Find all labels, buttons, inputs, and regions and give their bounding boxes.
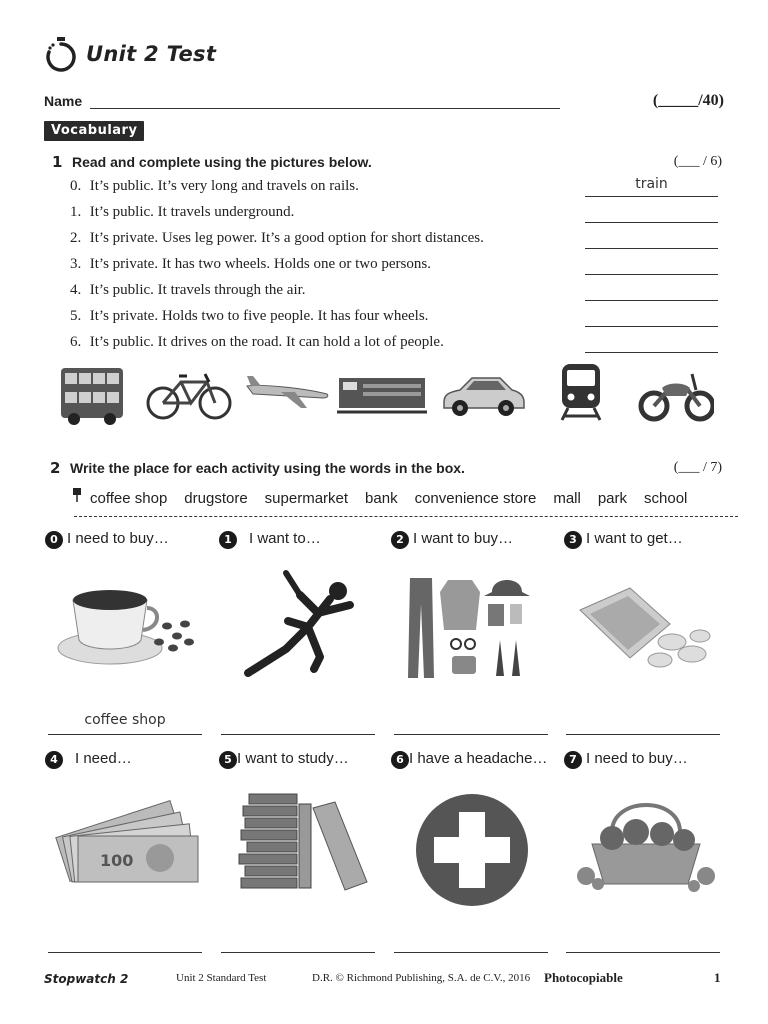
word-option: drugstore xyxy=(184,490,248,507)
q1-answer-3[interactable] xyxy=(585,254,718,275)
q1-item: 6. It’s public. It drives on the road. It can hold a lot of people. xyxy=(70,334,444,350)
q2-item-1: 1 I want to… xyxy=(219,530,321,549)
q2-item-0: 0 I need to buy… xyxy=(45,530,169,549)
q1-item: 1. It’s public. It travels underground. xyxy=(70,204,295,220)
bus-icon xyxy=(58,364,126,426)
money-icon xyxy=(50,788,205,898)
name-label: Name xyxy=(44,93,83,109)
q2-number: 2 xyxy=(50,459,61,477)
q2-answer-6[interactable] xyxy=(394,930,548,953)
runner-icon xyxy=(240,565,370,695)
car-icon xyxy=(440,368,526,420)
q2-item-6: 6 I have a headache… xyxy=(391,750,547,769)
stopwatch-icon xyxy=(44,36,78,72)
q1-instruction: Read and complete using the pictures below. xyxy=(72,154,372,170)
airplane-icon xyxy=(243,372,333,412)
q1-item: 5. It’s private. Holds two to five people. It has four wheels. xyxy=(70,308,429,324)
q2-item-2: 2 I want to buy… xyxy=(391,530,513,549)
word-option: bank xyxy=(365,490,398,507)
q1-answer-2[interactable] xyxy=(585,228,718,249)
page-title: Unit 2 Test xyxy=(86,42,217,66)
footer-copyright: D.R. © Richmond Publishing, S.A. de C.V., 2016 xyxy=(312,972,531,984)
train-icon xyxy=(337,372,427,416)
bicycle-icon xyxy=(145,368,233,422)
q1-answer-4[interactable] xyxy=(585,280,718,301)
footer-test-name: Unit 2 Standard Test xyxy=(176,972,267,984)
word-option: park xyxy=(597,490,628,507)
word-option: school xyxy=(644,490,688,507)
word-option: coffee shop xyxy=(90,490,168,507)
q1-item: 4. It’s public. It travels through the air. xyxy=(70,282,306,298)
footer-page-number: 1 xyxy=(714,970,721,985)
word-box xyxy=(74,490,738,517)
clothes-icon xyxy=(404,574,538,682)
q2-instruction: Write the place for each activity using the words in the box. xyxy=(70,460,465,476)
total-score: (_____/40) xyxy=(652,92,724,109)
chips-bag-icon xyxy=(570,580,720,680)
svg-text:100: 100 xyxy=(100,851,134,870)
q1-heading xyxy=(52,153,372,171)
subway-icon xyxy=(558,362,604,424)
fruit-basket-icon xyxy=(572,792,720,892)
word-option: convenience store xyxy=(414,490,537,507)
q2-item-3: 3 I want to get… xyxy=(564,530,683,549)
footer-photocopiable: Photocopiable xyxy=(544,970,623,985)
q2-answer-5[interactable] xyxy=(221,930,375,953)
q1-number: 1 xyxy=(52,153,63,171)
q2-answer-3[interactable] xyxy=(566,712,720,735)
name-row xyxy=(44,92,724,114)
q2-score: (___ / 7) xyxy=(673,460,722,475)
q1-item: 2. It’s private. Uses leg power. It’s a good option for short distances. xyxy=(70,230,484,246)
q1-item: 3. It’s private. It has two wheels. Holds one or two persons. xyxy=(70,256,431,272)
coffee-cup-icon xyxy=(55,578,200,670)
books-icon xyxy=(235,790,370,895)
word-option: supermarket xyxy=(264,490,349,507)
q2-item-7: 7 I need to buy… xyxy=(564,750,688,769)
q2-answer-1[interactable] xyxy=(221,712,375,735)
q1-score: (___ / 6) xyxy=(673,154,722,169)
q1-answer-5[interactable] xyxy=(585,306,718,327)
name-field[interactable] xyxy=(90,108,560,109)
q2-item-5: 5 I want to study… xyxy=(219,750,349,769)
word-option: mall xyxy=(553,490,581,507)
q1-item: 0. It’s public. It’s very long and travels on rails. xyxy=(70,178,359,194)
q2-answer-4[interactable] xyxy=(48,930,202,953)
q1-answer-0[interactable]: train xyxy=(585,176,718,197)
q1-answer-6[interactable] xyxy=(585,332,718,353)
title-block xyxy=(44,36,216,72)
q2-answer-2[interactable] xyxy=(394,712,548,735)
q2-heading xyxy=(50,459,465,477)
section-label: Vocabulary xyxy=(44,121,144,141)
q2-item-4: 4 I need… xyxy=(45,750,132,769)
q2-answer-7[interactable] xyxy=(566,930,720,953)
footer-brand: Stopwatch 2 xyxy=(44,972,129,986)
q2-answer-0[interactable]: coffee shop xyxy=(48,712,202,735)
medical-cross-icon xyxy=(414,792,530,908)
q1-answer-1[interactable] xyxy=(585,202,718,223)
motorcycle-icon xyxy=(638,364,714,424)
